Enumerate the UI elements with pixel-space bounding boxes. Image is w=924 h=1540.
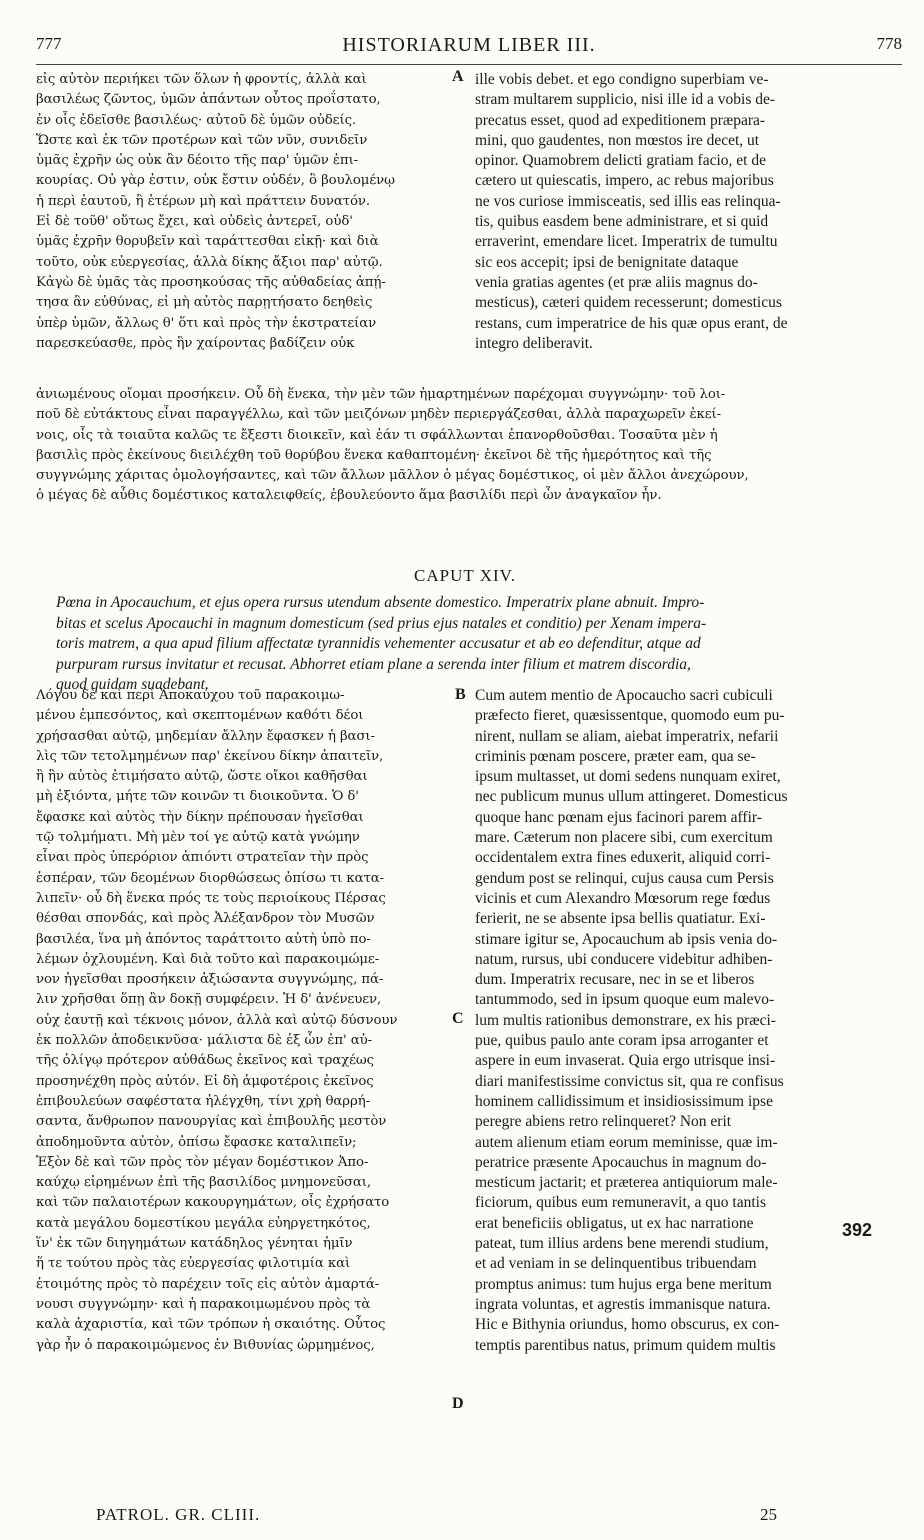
text-line: οὐχ ἑαυτῇ καὶ τέκνοις μόνον, ἀλλὰ καὶ αὐτῷ δύσνουν	[36, 1012, 398, 1028]
text-line: stimare igitur se, Apocauchum ab ipsis venia do-	[475, 930, 778, 948]
text-line: γὰρ ἦν ὁ παρακοιμώμενος ἐν Βιθυνίας ὡρμημένος,	[36, 1337, 375, 1353]
text-line: ἐπιβουλεύων σαφέστατα ἠλέγχθη, τίνι χρὴ θαρρή-	[36, 1093, 370, 1109]
greek-column-top	[36, 70, 456, 354]
text-line: ficiorum, quibus eum remuneravit, a quo tantis	[475, 1194, 766, 1212]
text-line: tantummodo, sed in ipsum quoque eum malevo-	[475, 991, 775, 1009]
text-line: νοις, οἷς τὰ τοιαῦτα καλῶς τε ἔξεστι διοικεῖν, καὶ ἐάν τι σφάλλωνται ἐπανορθοῦσθαι. Τοσαῦτα μὲν ἡ	[36, 427, 718, 443]
text-line: καλὰ ἀχαριστία, καὶ τῶν τρόπων ἡ σκαιότης. Οὗτος	[36, 1317, 386, 1333]
margin-marker-d: D	[452, 1395, 464, 1412]
running-header	[36, 34, 902, 58]
text-line: ἥ τε τούτου πρὸς τὰς εὐεργεσίας φιλοτιμία καὶ	[36, 1256, 351, 1272]
text-line: ὁ μέγας δὲ αὖθις δομέστικος καταλειφθείς, ἐβουλεύοντο ἅμα βασιλίδι περὶ ὧν ἀναγκαῖον ἦν.	[36, 488, 662, 504]
header-rule	[36, 64, 902, 65]
text-line: erat beneficiis obligatus, ut ex hac narratione	[475, 1214, 754, 1232]
text-line: τῷ τολμήματι. Μὴ μὲν τοί γε αὐτῷ κατὰ γνώμην	[36, 830, 360, 846]
text-line: ne vos curiose immisceatis, sed illis eas relinqua-	[475, 192, 781, 210]
text-line: βασιλέα, ἵνα μὴ ἀπόντος ταράττοιτο αὐτὴ ὑπὸ πο-	[36, 931, 371, 947]
text-line: diari manifestissime convictus sit, qua re confisus	[475, 1072, 784, 1090]
text-line: θέσθαι σπονδάς, καὶ πρὸς Ἀλέξανδρον τὸν Μυσῶν	[36, 911, 375, 927]
text-line: Λόγου δὲ καὶ περὶ Ἀποκαύχου τοῦ παρακοιμω-	[36, 688, 345, 703]
text-line: peregre abiens retro relinqueret? Non erit	[475, 1113, 732, 1131]
text-line: καὶ τῶν παλαιοτέρων κακουργημάτων, οἷς ἐχρήσατο	[36, 1195, 390, 1211]
greek-column-bottom	[36, 686, 456, 1356]
text-line: occidentalem extra fines eduxerit, aliquid corri-	[475, 849, 771, 867]
text-line: τησα ἂν εὐθύνας, εἰ μὴ αὐτὸς παρῃτήσατο δεηθεὶς	[36, 295, 373, 311]
text-line: cætero ut quiescatis, impero, ac rebus majoribus	[475, 172, 774, 190]
text-line: natum, rursus, ubi conducere videbitur adhiben-	[475, 950, 773, 968]
text-line: nec publicum munus ullum attingeret. Domesticus	[475, 788, 788, 806]
text-line: βασιλέως ζῶντος, ὑμῶν ἁπάντων οὗτος προΐστατο,	[36, 92, 381, 108]
text-line: restans, cum imperatrice de his quæ opus erant, de	[475, 314, 788, 332]
text-line: λιπεῖν· οὗ δὴ ἕνεκα πρός τε τοὺς περιοίκους Πέρσας	[36, 890, 386, 906]
text-line: κατὰ μεγάλου δομεστίκου μεγάλα εὐηργετηκότος,	[36, 1215, 371, 1231]
text-line: criminis pœnam poscere, præter eam, qua se-	[475, 747, 756, 765]
chapter-heading: CAPUT XIV.	[414, 566, 516, 585]
text-line: Ὥστε καὶ ἐκ τῶν προτέρων καὶ τῶν νῦν, συνιδεῖν	[36, 132, 368, 148]
text-line: ἀνιωμένους οἴομαι προσήκειν. Οὗ δὴ ἕνεκα, τὴν μὲν τῶν ἡμαρτημένων παρέχομαι συγγνώμην· τοῦ λοι-	[36, 387, 726, 402]
text-line: ἔφασκε καὶ αὐτὸς τὴν δίκην πρέπουσαν ἡγεῖσθαι	[36, 809, 364, 825]
text-line: præfecto fieret, quæsissentque, quomodo eum pu-	[475, 707, 785, 725]
text-line: toris matrem, a qua apud filium affectatæ tyrannidis vehementer accusatur et ab eo defenditur, atque ad	[56, 635, 701, 652]
text-line: ipsum multasset, ut domi sedens nunquam exiret,	[475, 768, 781, 786]
text-line: ingrata voluntas, et agrestis immanisque natura.	[475, 1295, 771, 1313]
footer-sheet-number: 25	[760, 1505, 777, 1524]
chapter-summary	[56, 593, 888, 696]
text-line: nirent, nullam se aliam, aiebat imperatrix, nefarii	[475, 727, 779, 745]
text-line: μὴ ἐξιόντα, μήτε τῶν κοινῶν τι διοικοῦντα. Ὁ δ'	[36, 789, 359, 805]
text-line: Ἐξὸν δὲ καὶ τῶν πρὸς τὸν μέγαν δομέστικον Ἀπο-	[36, 1154, 369, 1170]
text-line: καύχῳ εἰρημένων ἐπὶ τῆς βασιλίδος μνημονεῦσαι,	[36, 1175, 372, 1191]
text-line: tis, quibus easdem bene administrare, et si quid	[475, 213, 769, 231]
text-line: Cum autem mentio de Apocaucho sacri cubiculi	[475, 687, 773, 704]
text-line: mini, quo gaudentes, non mœstos ire decet, ut	[475, 131, 760, 149]
text-line: ὑμᾶς ἐχρῆν θορυβεῖν καὶ ταράττεσθαι εἰκῇ· καὶ διὰ	[36, 234, 379, 250]
margin-marker-b: B	[455, 686, 466, 703]
text-line: opinor. Quamobrem delicti gratiam facio, et de	[475, 152, 766, 170]
migne-column-reference: 392	[842, 1220, 873, 1240]
text-line: ἑσπέραν, τῶν δεομένων διορθώσεως ὀπίσω τι κατα-	[36, 870, 385, 886]
text-line: εἰς αὐτὸν περιήκει τῶν ὅλων ἡ φροντίς, ἀλλὰ καὶ	[36, 72, 367, 87]
text-line: Hic e Bithynia oriundus, homo obscurus, ex con-	[475, 1316, 780, 1334]
text-line: mare. Cæterum non placere sibi, cum exercitum	[475, 829, 773, 847]
text-line: temptis parentibus natus, primum quidem multis	[475, 1336, 776, 1354]
text-line: lum multis rationibus demonstrare, ex his præci-	[475, 1011, 776, 1029]
latin-column-bottom	[475, 686, 895, 1356]
text-line: gendum post se relinqui, cujus causa cum Persis	[475, 869, 774, 887]
text-line: aspere in eum invaserat. Quia ergo utrisque insi-	[475, 1052, 776, 1070]
text-line: σαντα, ἄνθρωπον πανουργίας καὶ ἐπιβουλῆς μεστὸν	[36, 1114, 387, 1130]
text-line: ille vobis debet. et ego condigno superbiam ve-	[475, 71, 769, 88]
text-line: νον ἡγεῖσθαι προσήκειν ἀξιώσαντα συγγνώμης, πά-	[36, 972, 384, 988]
text-line: ἐν οἷς ἐδεῖσθε βασιλέως· αὐτοῦ δὲ ὑμῶν οὐδείς.	[36, 112, 357, 128]
text-line: et ad veniam in se delinquentibus tribuendam	[475, 1255, 757, 1273]
text-line: Pœna in Apocauchum, et ejus opera rursus utendum absente domestico. Imperatrix plane abnuit. Impro-	[56, 594, 705, 611]
text-line: autem alienum etiam eorum meminisse, quæ im-	[475, 1133, 778, 1151]
text-line: ἐκ πολλῶν ἀποδεικνῦσα· μάλιστα δὲ ἐξ ὧν ἐπ' αὐ-	[36, 1033, 372, 1049]
text-line: erraverint, emendare licet. Imperatrix de tumultu	[475, 233, 778, 251]
text-line: Κἀγὼ δὲ ὑμᾶς τὰς προσηκούσας τῆς αὐθαδείας ἀπῄ-	[36, 274, 386, 290]
text-line: peratrice præsente Apocauchus in magnum do-	[475, 1153, 767, 1171]
text-line: ἑτοιμότης πρὸς τὸ παρέχειν τοῖς εἰς αὐτὸν ἁμαρτά-	[36, 1276, 380, 1292]
text-line: τοῦτο, οὐκ εὐεργεσίας, ἀλλὰ δίκης ἄξιοι παρ' αὐτῷ.	[36, 254, 383, 270]
text-line: vicinis et cum Alexandro Mœsorum rege fœdus	[475, 889, 771, 907]
greek-fullwidth-paragraph	[36, 385, 894, 507]
footer-signature: PATROL. GR. CLIII.	[96, 1505, 261, 1524]
text-line: χρήσασθαι αὐτῷ, μηδεμίαν ἄλλην ἔφασκεν ἡ βασι-	[36, 728, 375, 744]
right-page-number: 778	[876, 34, 902, 53]
text-line: βασιλὶς πρὸς ἐκείνους διειλέχθη τοῦ θορύβου ἕνεκα καθαπτομένη· ἐκεῖνοι δὲ τῆς ἡμερότητος καὶ τῆς	[36, 447, 712, 463]
text-line: pateat, tum illius ardens bene merendi studium,	[475, 1235, 769, 1253]
text-line: ferierit, ne se absente ipsa bellis quatiatur. Exi-	[475, 910, 766, 928]
text-line: sic eos accepit; ipsi de benignitate dataque	[475, 253, 739, 271]
text-line: ἵν' ἐκ τῶν διηγημάτων κατάδηλος γένηται ἡμῖν	[36, 1236, 353, 1252]
text-line: mesticus), cæteri quidem recesserunt; domesticus	[475, 294, 782, 312]
text-line: mesticum jactarit; et præterea antiquiorum male-	[475, 1174, 778, 1192]
text-line: ἀποδημοῦντα αὐτὸν, ὀπίσω ἔφασκε καταλιπεῖν;	[36, 1134, 357, 1150]
text-line: pue, quibus paulo ante coram ipsa arroganter et	[475, 1032, 769, 1050]
text-line: venia gratias agentes (et præ aliis magnus do-	[475, 273, 758, 291]
text-line: promptus animus: tum hujus erga bene meritum	[475, 1275, 772, 1293]
margin-marker-a: A	[452, 68, 464, 85]
text-line: λέμων ὀχλουμένη. Καὶ διὰ τοῦτο καὶ παρακοιμώμε-	[36, 951, 380, 967]
text-line: κουρίας. Οὐ γὰρ ἐστιν, οὐκ ἔστιν οὐδέν, ὃ βουλομένῳ	[36, 173, 395, 189]
text-line: precatus esset, quod ad expeditionem præpara-	[475, 111, 766, 129]
text-line: Εἰ δὲ τοῦθ' οὕτως ἔχει, καὶ οὐδεὶς ἀντερεῖ, οὐδ'	[36, 214, 353, 230]
latin-column-top	[475, 70, 895, 354]
text-line: ἡ περὶ ἑαυτοῦ, ἢ ἑτέρων μὴ καὶ πράττειν δυνατόν.	[36, 193, 370, 209]
text-line: integro deliberavit.	[475, 334, 593, 352]
text-line: dum. Imperatrix recusare, nec in se et liberos	[475, 971, 755, 989]
text-line: εἶναι πρὸς ὑπερόριον ἀπιόντι στρατεῖαν τὴν πρὸς	[36, 850, 369, 866]
text-line: παρεσκεύασθε, πρὸς ἣν χαίροντας βαδίζειν οὐκ	[36, 335, 355, 351]
text-line: τῆς ὀλίγῳ πρότερον αὐθάδως ἐκεῖνος καὶ τραχέως	[36, 1053, 374, 1069]
margin-marker-c: C	[452, 1010, 464, 1027]
text-line: ποῦ δὲ εὐτάκτους εἶναι παραγγέλλω, καὶ τῶν μειζόνων μηδὲν περιεργάζεσθαι, ἀλλὰ παραχωρεῖν ἐκεί-	[36, 407, 722, 423]
text-line: quod quidam suadebant.	[56, 676, 209, 693]
running-title: HISTORIARUM LIBER III.	[342, 34, 596, 56]
text-line: μένου ἐμπεσόντος, καὶ σκεπτομένων καθότι δέοι	[36, 708, 364, 724]
text-line: προσηνέχθη πρὸς αὐτόν. Εἰ δὴ ἀμφοτέροις ἐκεῖνος	[36, 1073, 374, 1089]
text-line: quoque hanc pœnam ejus facinori parem affir-	[475, 808, 762, 826]
text-line: ὑμᾶς ἐχρῆν ὡς οὐκ ἂν δέοιτο τῆς παρ' ὑμῶν ἐπι-	[36, 153, 359, 169]
text-line: συγγνώμης χάριτας ὁμολογήσαντες, καὶ τῶν ἄλλων μᾶλλον ὁ μέγας δομέστικος, οἱ μὲν ἄλλοι ἀνεχώρουν,	[36, 468, 749, 484]
text-line: νουσι συγγνώμην· καὶ ἡ παρακοιμωμένου πρὸς τὰ	[36, 1296, 371, 1312]
text-line: ἢ ἣν αὐτὸς ἐτιμήσατο αὐτῷ, ὥστε οἴκοι καθῆσθαι	[36, 769, 368, 785]
text-line: λὶς τῶν τετολμημένων παρ' ἐκείνου δίκην ἀπαιτεῖν,	[36, 748, 384, 764]
left-page-number: 777	[36, 34, 62, 53]
text-line: stram multarem supplicio, nisi ille id a vobis de-	[475, 91, 776, 109]
text-line: ὑπὲρ ὑμῶν, ἄλλως θ' ὅτι καὶ πρὸς τὴν ἐκστρατείαν	[36, 315, 377, 331]
text-line: λιν χρῆσθαι ὅπῃ ἂν δοκῇ συμφέρειν. Ἡ δ' ἀνένευεν,	[36, 992, 382, 1008]
text-line: hominem callidissimum et insidiosissimum ipse	[475, 1092, 773, 1110]
text-line: purpuram rursus invitatur et recusat. Abhorret etiam plane a serenda inter filium et matrem discordia,	[56, 655, 691, 673]
text-line: bitas et scelus Apocauchi in magnum domesticum (sed prius ejus natales et conditio) per Xenam impera-	[56, 614, 707, 632]
